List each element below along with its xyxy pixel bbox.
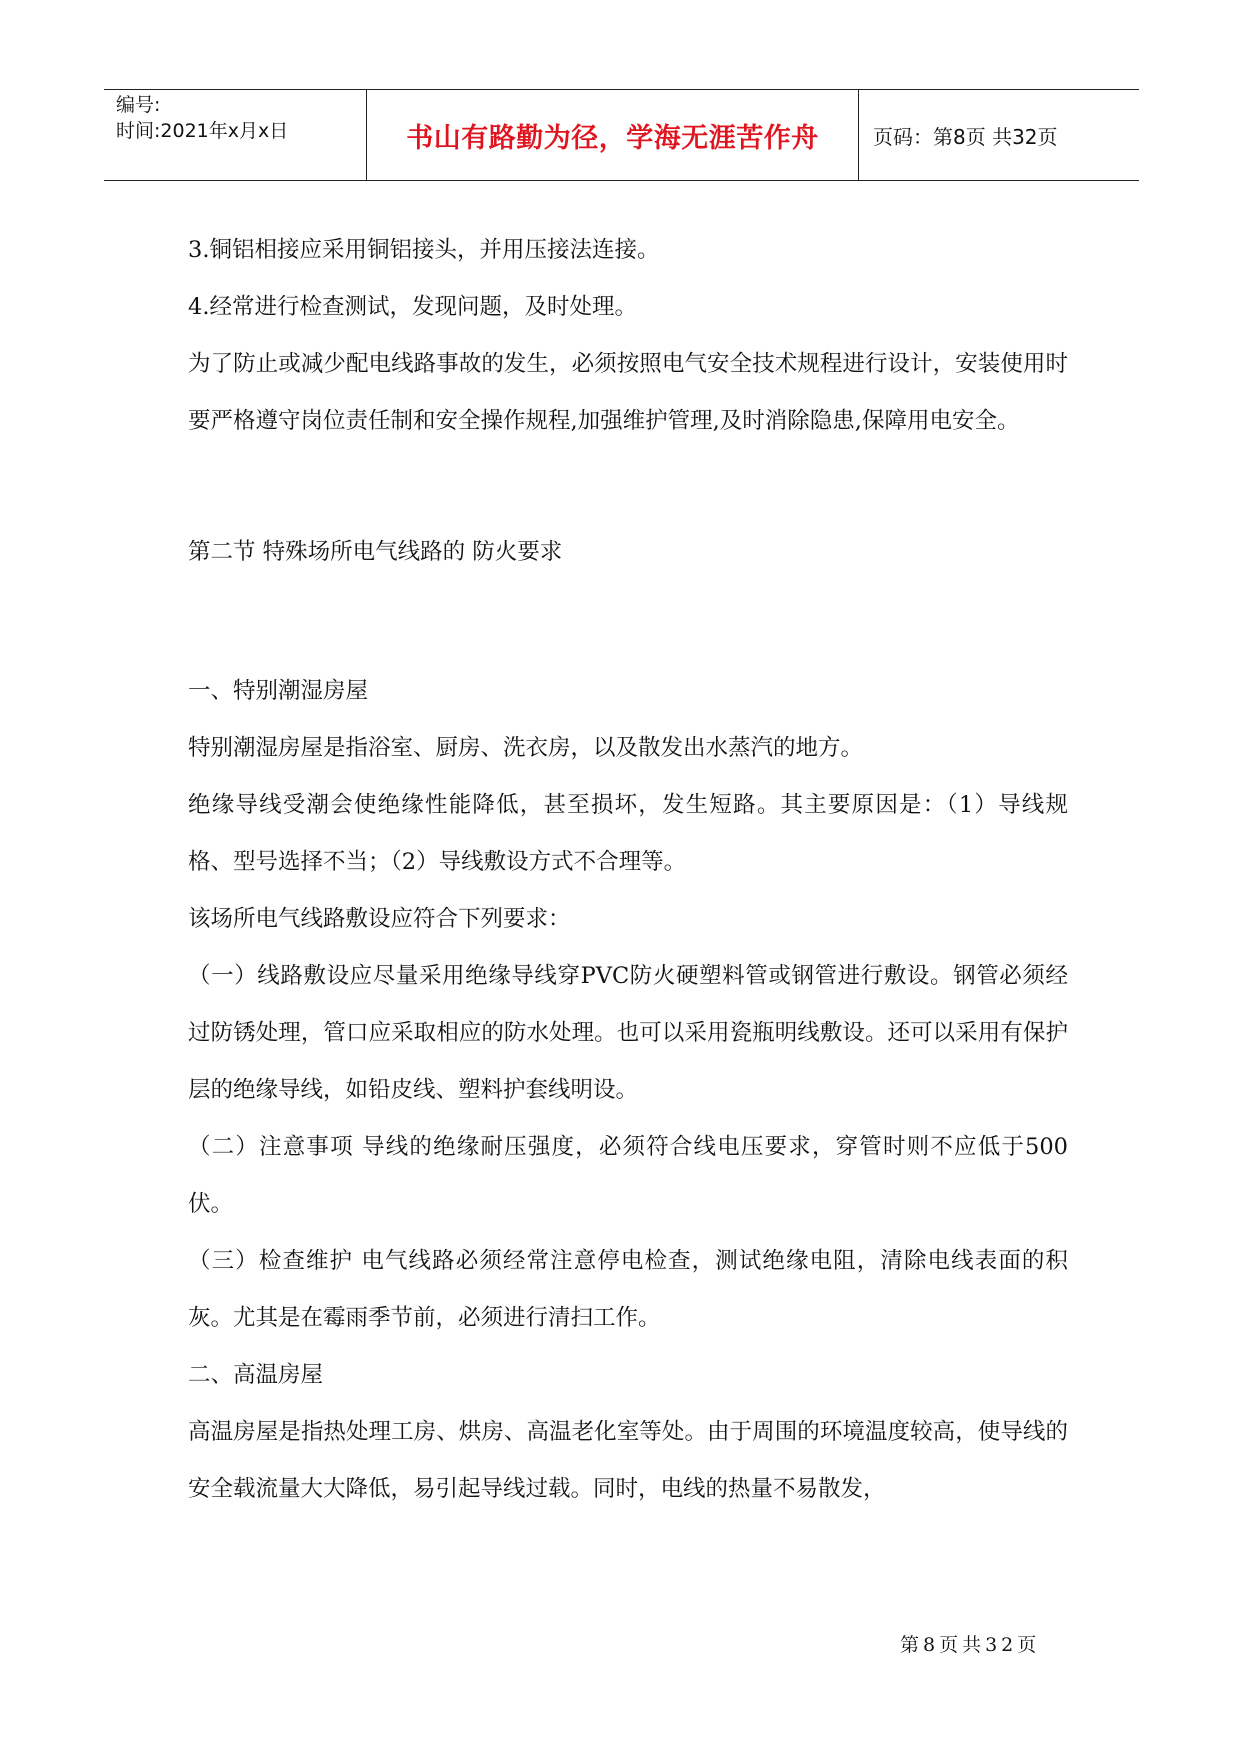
document-body <box>188 222 1068 1518</box>
subsection-heading-1: 一、特别潮湿房屋 <box>188 678 369 704</box>
page-header <box>104 89 1139 181</box>
spacer <box>188 581 1068 663</box>
page-footer: 第8页共32页 <box>900 1634 1041 1656</box>
body-paragraph-8: 高温房屋是指热处理工房、烘房、高温老化室等处。由于周围的环境温度较高，使导线的安全载流量大大降低，易引起导线过载。同时，电线的热量不易散发， <box>188 1419 1068 1502</box>
body-paragraph-7: （三）检查维护 电气线路必须经常注意停电检查，测试绝缘电阻，清除电线表面的积灰。尤其是在霉雨季节前，必须进行清扫工作。 <box>188 1248 1068 1331</box>
section-title: 第二节 特殊场所电气线路的 防火要求 <box>188 539 563 565</box>
body-paragraph-5: （一）线路敷设应尽量采用绝缘导线穿PVC防火硬塑料管或钢管进行敷设。钢管必须经过防锈处理，管口应采取相应的防水处理。也可以采用瓷瓶明线敷设。还可以采用有保护层的绝缘导线，如铅皮线、塑料护套线明设。 <box>188 963 1068 1103</box>
body-paragraph-4: 该场所电气线路敷设应符合下列要求： <box>188 906 571 932</box>
body-paragraph-1: 为了防止或减少配电线路事故的发生，必须按照电气安全技术规程进行设计，安装使用时要严格遵守岗位责任制和安全操作规程,加强维护管理,及时消除隐患,保障用电安全。 <box>188 351 1068 434</box>
header-page-code: 页码：第8页 共32页 <box>873 124 1058 149</box>
body-line-1: 3.铜铝相接应采用铜铝接头，并用压接法连接。 <box>188 237 660 263</box>
header-motto: 书山有路勤为径，学海无涯苦作舟 <box>367 90 859 180</box>
spacer <box>188 450 1068 524</box>
body-paragraph-2: 特别潮湿房屋是指浴室、厨房、洗衣房，以及散发出水蒸汽的地方。 <box>188 735 864 761</box>
time-label: 时间:2021年x月x日 <box>116 120 289 142</box>
body-paragraph-3: 绝缘导线受潮会使绝缘性能降低，甚至损坏，发生短路。其主要原因是：（1）导线规格、型号选择不当；（2）导线敷设方式不合理等。 <box>188 792 1068 875</box>
header-info-cell <box>104 90 367 180</box>
number-label: 编号: <box>116 94 161 116</box>
subsection-heading-2: 二、高温房屋 <box>188 1362 324 1388</box>
body-paragraph-6: （二）注意事项 导线的绝缘耐压强度，必须符合线电压要求，穿管时则不应低于500伏。 <box>188 1134 1068 1217</box>
body-line-2: 4.经常进行检查测试，发现问题，及时处理。 <box>188 294 637 320</box>
